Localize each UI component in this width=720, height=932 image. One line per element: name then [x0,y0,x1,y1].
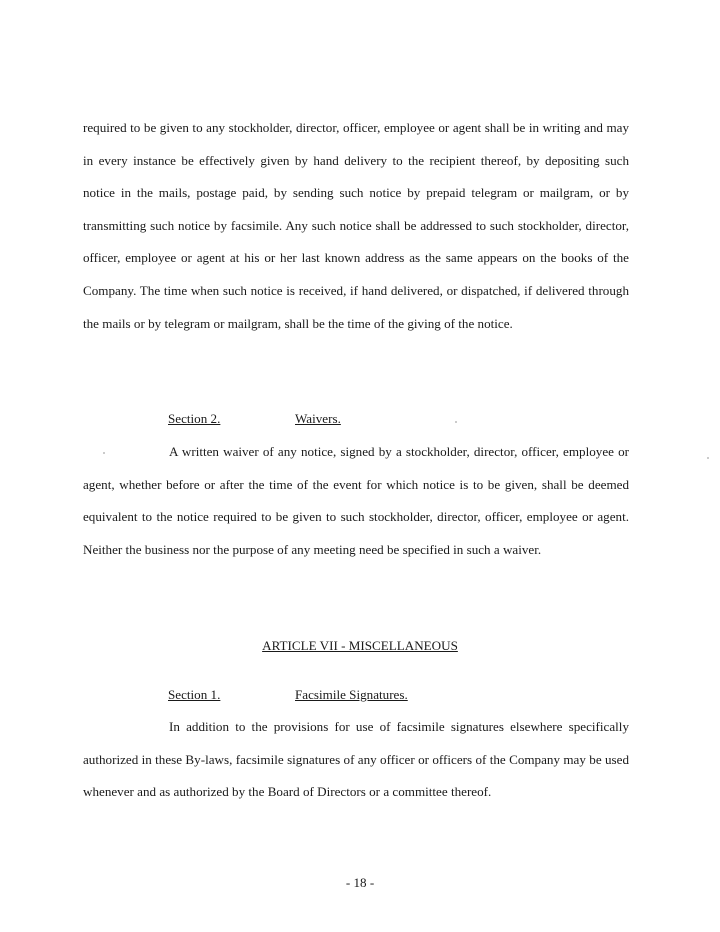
page-number: - 18 - [345,875,375,890]
facsimile-signatures-paragraph: In addition to the provisions for use of facsimile signatures elsewhere specifically authorized in these By-laws, facsimile signatures of any officer or officers of the Company may be used whenever and as authorized by the Board of Directors or a committee thereof. [83,719,629,800]
section-1-number: Section 1. [168,687,221,702]
section-2-number: Section 2. [168,411,221,426]
notice-paragraph: required to be given to any stockholder, director, officer, employee or agent shall be in writing and may in every instance be effectively given by hand delivery to the recipient thereof, by depositing such notice in the mails, postage paid, by sending such notice by prepaid telegram or mailgram, or by transmitting such notice by facsimile. Any such notice shall be addressed to such stockholder, director, officer, employee or agent at his or her last known address as the same appears on the books of the Company. The time when such notice is received, if hand delivered, or dispatched, if delivered through the mails or by telegram or mailgram, shall be the time of the giving of the notice. [83,120,629,331]
scan-speck [103,452,105,454]
scan-speck [455,421,457,423]
section-2-title: Waivers. [295,411,341,426]
scan-speck [707,457,709,459]
waivers-paragraph: A written waiver of any notice, signed by a stockholder, director, officer, employee or agent, whether before or after the time of the event for which notice is to be given, shall be deemed equivalent to the notice required to be given to such stockholder, director, officer, employee or agent. Neither the business nor the purpose of any meeting need be specified in such a waiver. [83,444,629,557]
section-1-title: Facsimile Signatures. [295,687,408,702]
article-heading: ARTICLE VII - MISCELLANEOUS [262,638,458,653]
